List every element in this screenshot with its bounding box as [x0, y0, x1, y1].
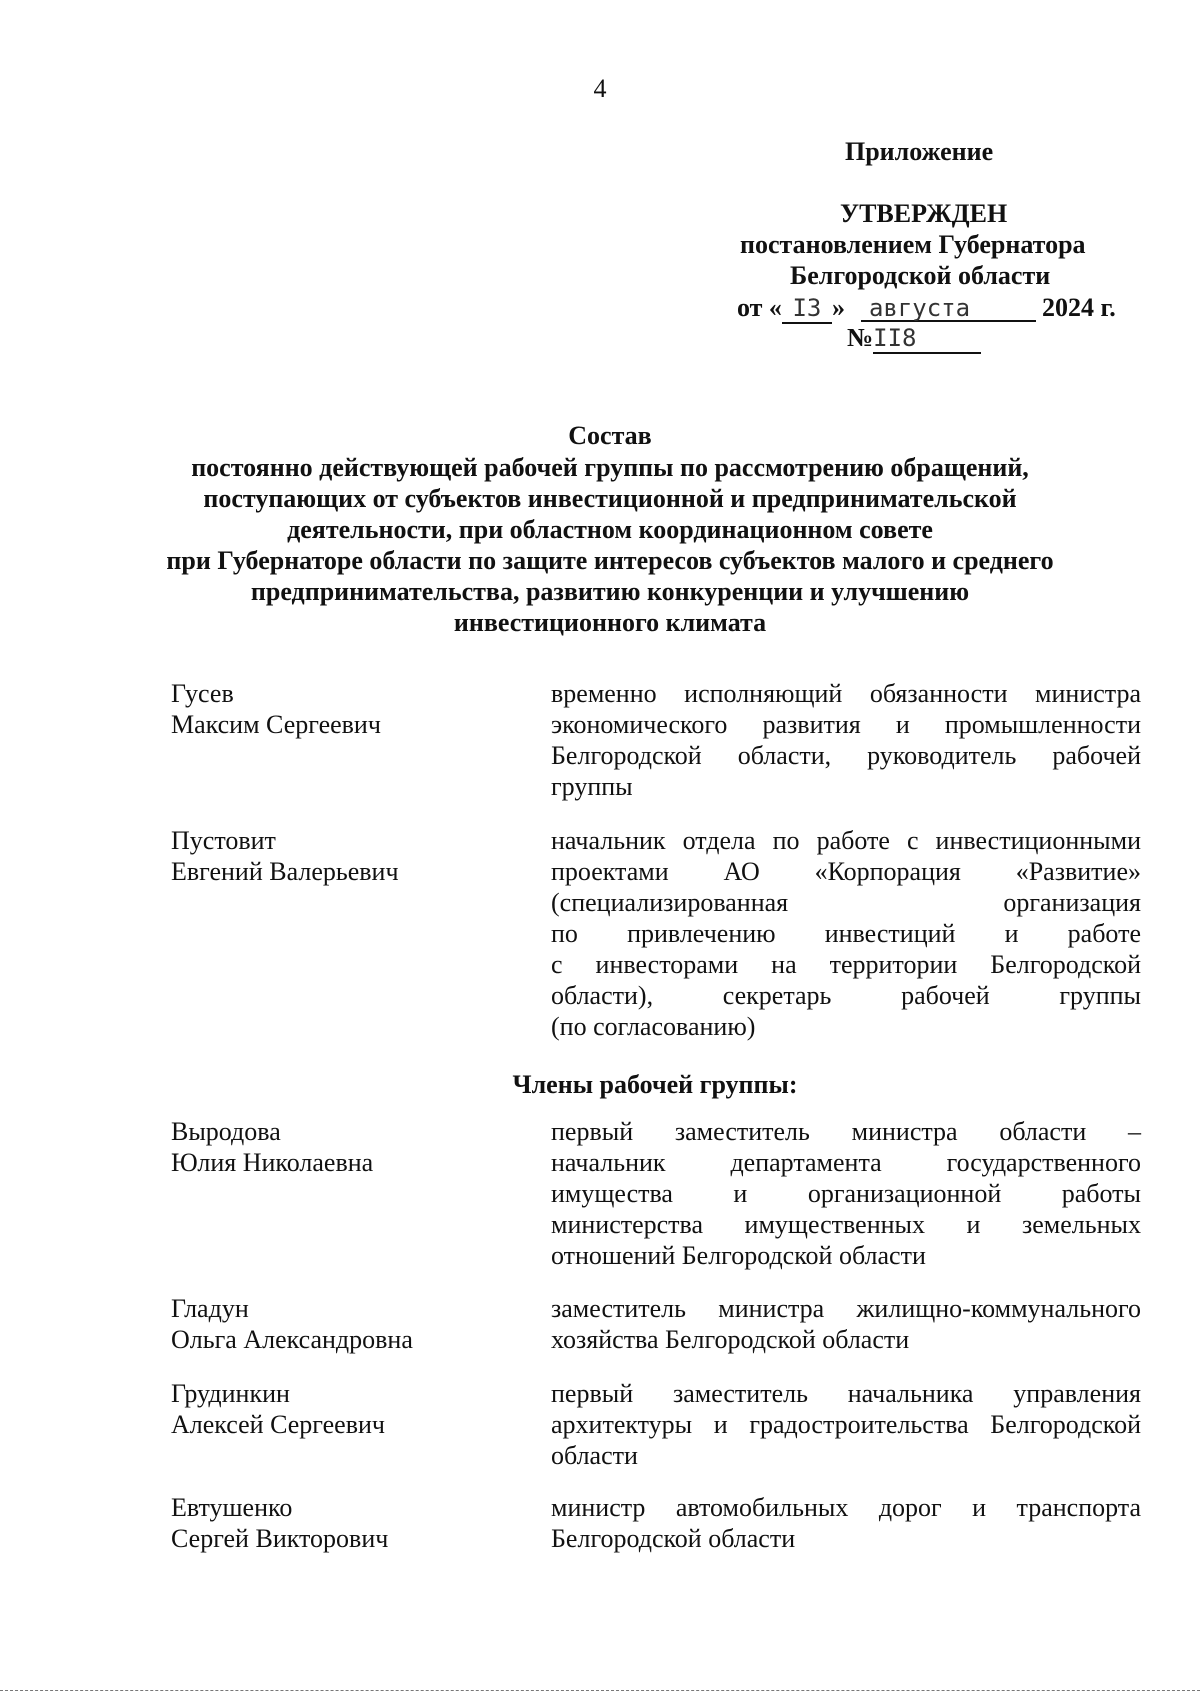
- role-line: Белгородской области, руководитель рабочей: [551, 741, 1141, 770]
- document-title: [150, 420, 1070, 638]
- member-name: [171, 1293, 501, 1355]
- member-name: [171, 1492, 501, 1554]
- member-role: [551, 825, 1141, 1042]
- role-line: архитектуры и градостроительства Белгородской: [551, 1410, 1141, 1439]
- member-given-name: Ольга Александровна: [171, 1325, 413, 1354]
- member-role: [551, 1378, 1141, 1471]
- member-role: [551, 1293, 1141, 1355]
- member-given-name: Максим Сергеевич: [171, 710, 381, 739]
- member-given-name: Алексей Сергеевич: [171, 1410, 385, 1439]
- role-line: начальник отдела по работе с инвестиционными: [551, 826, 1141, 855]
- title-line: при Губернаторе области по защите интересов субъектов малого и среднего: [166, 546, 1054, 575]
- role-line: проектами АО «Корпорация «Развитие»: [551, 857, 1141, 886]
- member-given-name: Юлия Николаевна: [171, 1148, 374, 1177]
- member-surname: Гусев: [171, 679, 234, 708]
- role-line: экономического развития и промышленности: [551, 710, 1141, 739]
- members-heading: Члены рабочей группы:: [512, 1070, 798, 1099]
- role-line: заместитель министра жилищно-коммунального: [551, 1294, 1141, 1323]
- role-line: области), секретарь рабочей группы: [551, 981, 1141, 1010]
- role-line: хозяйства Белгородской области: [551, 1325, 910, 1354]
- title-heading: Состав: [568, 421, 652, 450]
- role-line: министерства имущественных и земельных: [551, 1210, 1141, 1239]
- role-line: группы: [551, 772, 633, 801]
- member-name: [171, 825, 501, 887]
- member-role: [551, 1492, 1141, 1554]
- appendix-label: Приложение: [845, 137, 994, 166]
- member-surname: Выродова: [171, 1117, 281, 1146]
- approved-region: Белгородской области: [790, 261, 1051, 290]
- date-prefix: от «: [737, 293, 782, 322]
- date-mid: »: [831, 293, 845, 322]
- role-line: первый заместитель министра области –: [551, 1117, 1141, 1146]
- number-label: №: [847, 323, 874, 352]
- approval-number: [847, 322, 981, 354]
- page-number: 4: [593, 74, 607, 103]
- role-line: министр автомобильных дорог и транспорта: [551, 1493, 1141, 1522]
- title-line: инвестиционного климата: [453, 608, 767, 637]
- role-line: (по согласованию): [551, 1012, 756, 1041]
- role-line: первый заместитель начальника управления: [551, 1379, 1141, 1408]
- date-month: августа: [861, 296, 1036, 322]
- member-surname: Гладун: [171, 1294, 249, 1323]
- member-name: [171, 1116, 501, 1178]
- member-role: [551, 1116, 1141, 1271]
- role-line: Белгородской области: [551, 1524, 796, 1553]
- role-line: отношений Белгородской области: [551, 1241, 926, 1270]
- role-line: (специализированная организация: [551, 888, 1141, 917]
- member-role: [551, 678, 1141, 802]
- role-line: имущества и организационной работы: [551, 1179, 1141, 1208]
- date-day: I3: [782, 296, 832, 324]
- role-line: области: [551, 1441, 638, 1470]
- member-name: [171, 678, 501, 740]
- approved-by: постановлением Губернатора: [740, 230, 1086, 259]
- title-line: предпринимательства, развитию конкуренции и улучшению: [250, 577, 970, 606]
- member-surname: Евтушенко: [171, 1493, 293, 1522]
- number-value: II8: [873, 326, 981, 354]
- role-line: временно исполняющий обязанности министра: [551, 679, 1141, 708]
- title-line: деятельности, при областном координационном совете: [287, 515, 933, 544]
- member-given-name: Евгений Валерьевич: [171, 857, 399, 886]
- role-line: с инвесторами на территории Белгородской: [551, 950, 1141, 979]
- scan-edge-line: [0, 1690, 1200, 1691]
- member-given-name: Сергей Викторович: [171, 1524, 389, 1553]
- title-line: поступающих от субъектов инвестиционной и предпринимательской: [203, 484, 1017, 513]
- member-surname: Грудинкин: [171, 1379, 290, 1408]
- role-line: начальник департамента государственного: [551, 1148, 1141, 1177]
- member-surname: Пустовит: [171, 826, 276, 855]
- approval-date: [737, 292, 1116, 324]
- date-year: 2024 г.: [1041, 293, 1116, 322]
- title-line: постоянно действующей рабочей группы по рассмотрению обращений,: [191, 453, 1029, 482]
- role-line: по привлечению инвестиций и работе: [551, 919, 1141, 948]
- approved-label: УТВЕРЖДЕН: [840, 199, 1008, 228]
- member-name: [171, 1378, 501, 1440]
